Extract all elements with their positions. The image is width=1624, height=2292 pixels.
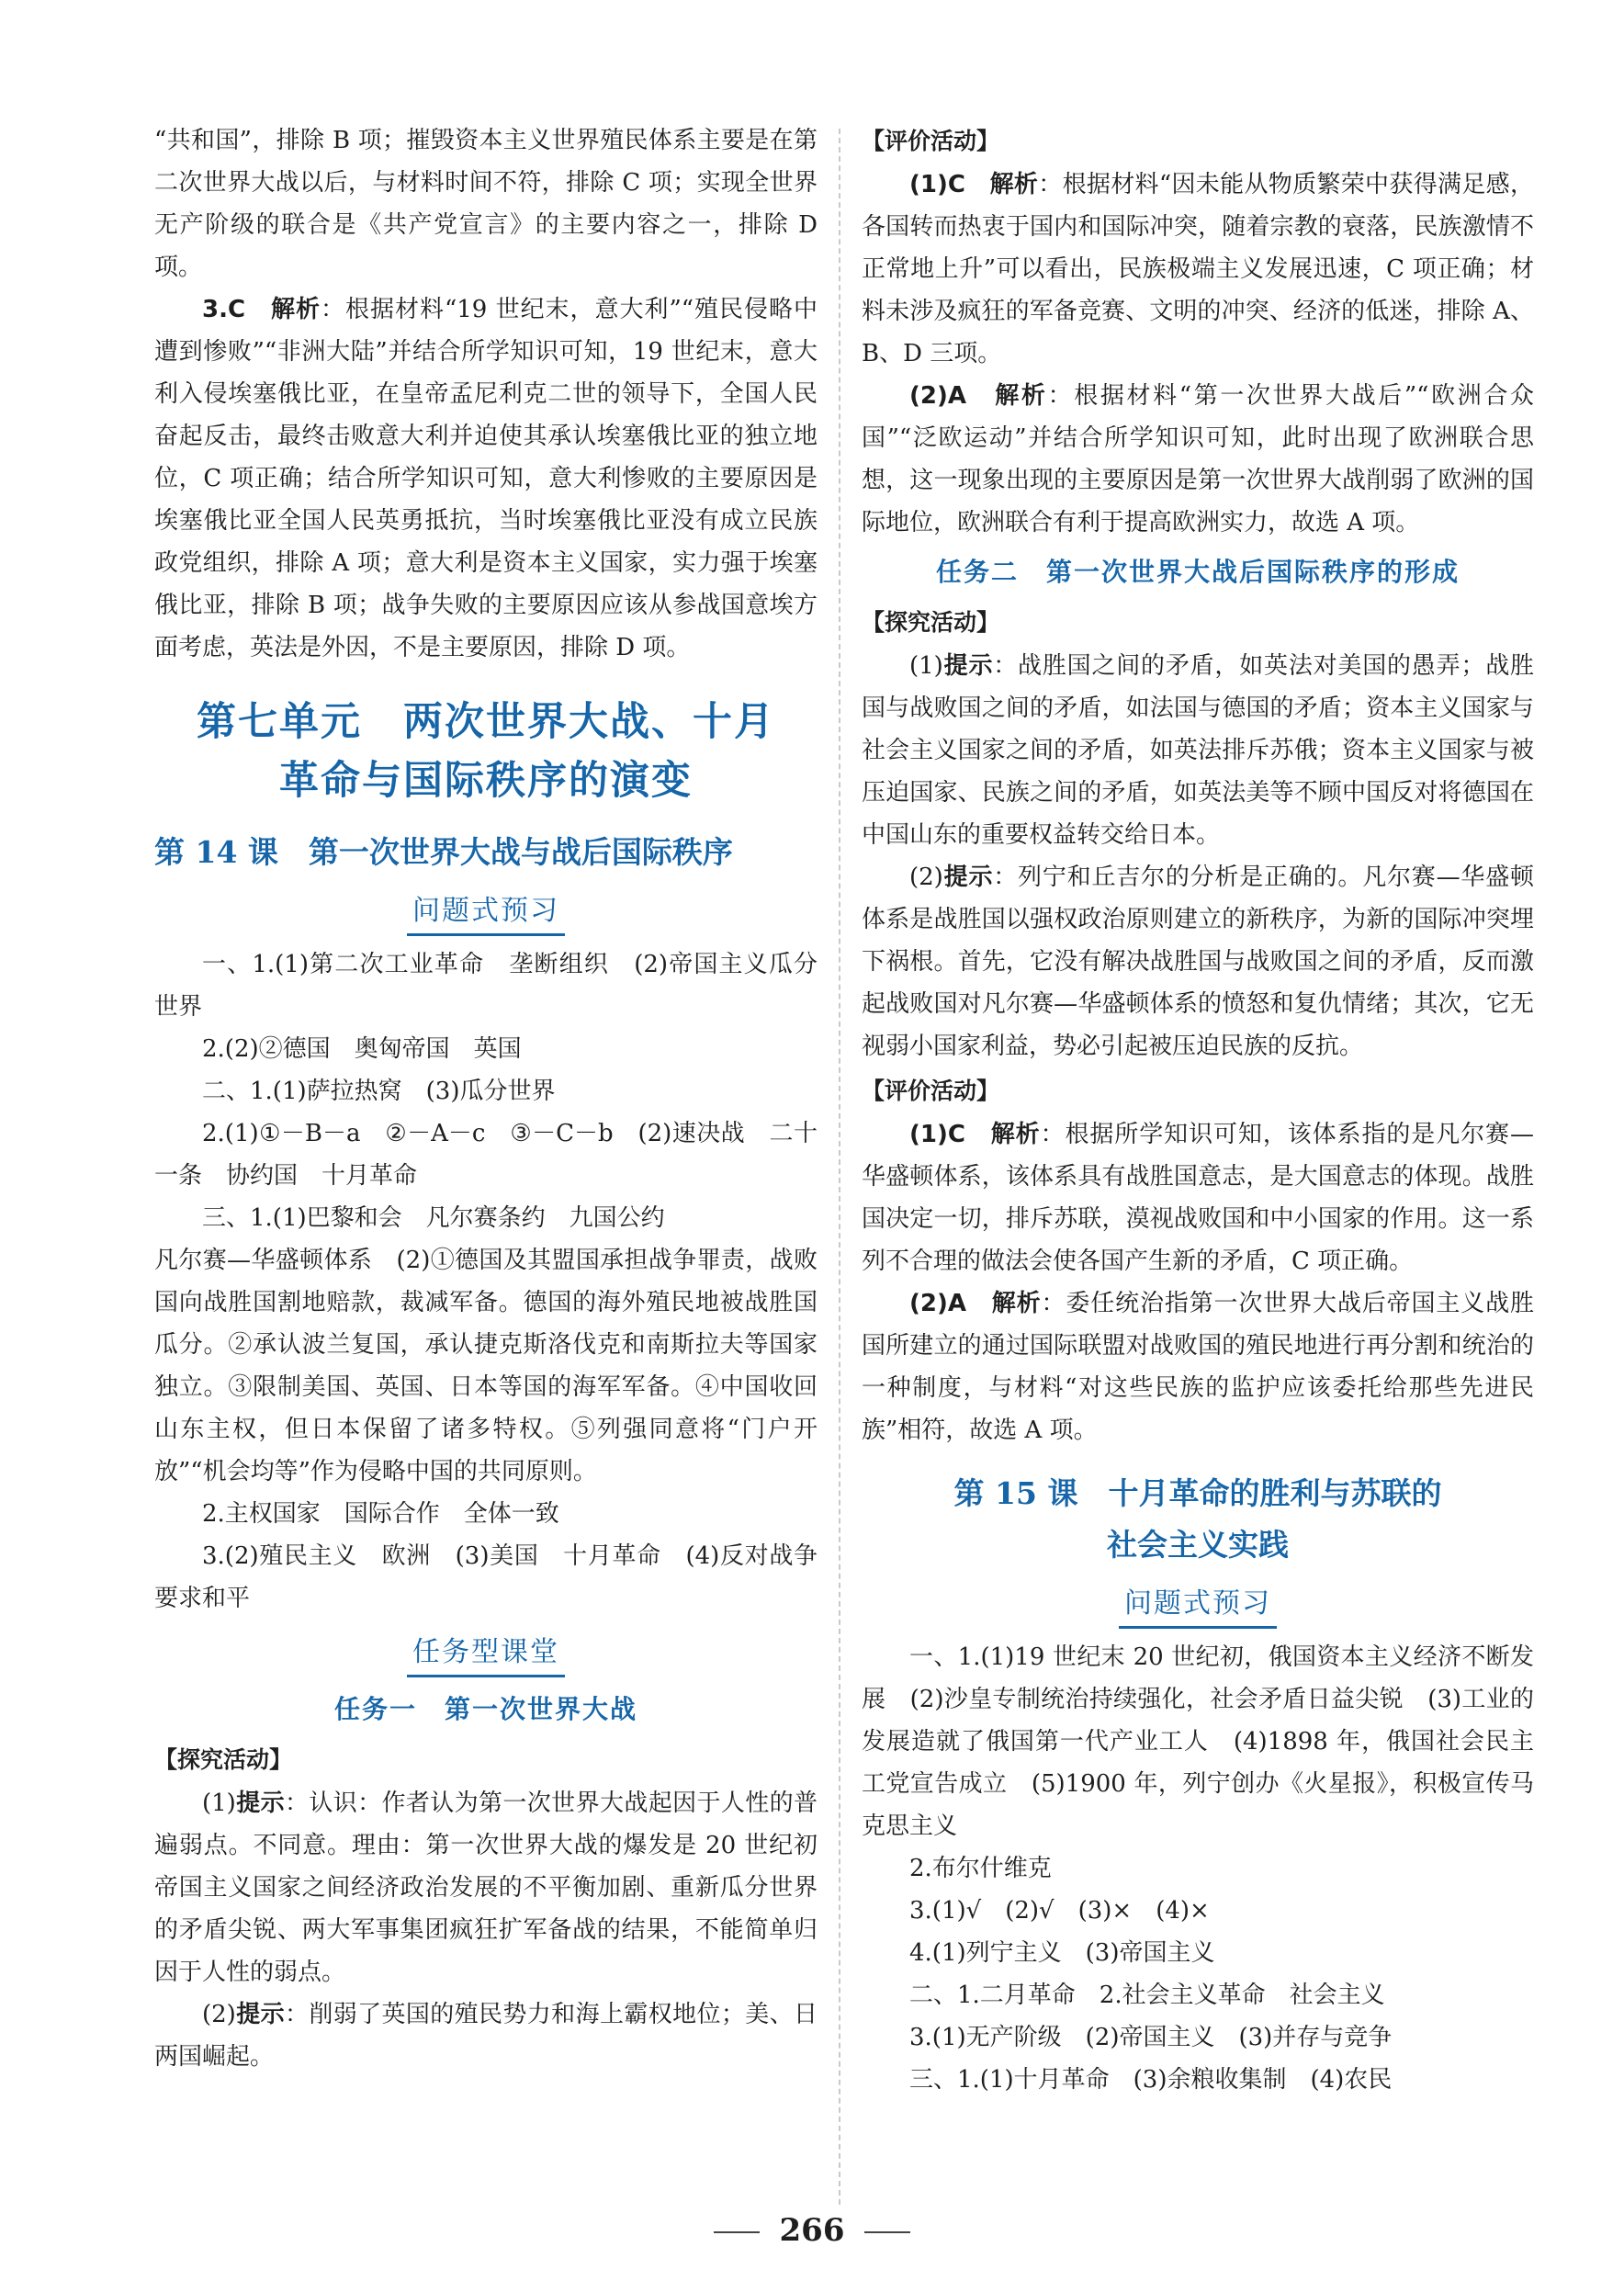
analysis-label: 解析 [991,1290,1042,1317]
unit-title-line-2: 革命与国际秩序的演变 [279,758,693,804]
hint-text: ：战胜国之间的矛盾，如英法对美国的愚弄；战胜国与战败国之间的矛盾，如法国与德国的矛盾；资本主义国家与社会主义国家之间的矛盾，如英法排斥苏俄；资本主义国家与被压迫国家、民族之间的矛盾，如英法美等不顾中国反对将德国在中国山东的重要权益转交给日本。 [862,652,1534,849]
lesson-15-title-line-1: 第 15 课 十月革命的胜利与苏联的 [953,1475,1442,1511]
eval-answer-2 [862,375,1534,544]
hint-text: ：认识：作者认为第一次世界大战起因于人性的普遍弱点。不同意。理由：第一次世界大战的爆发是 20 世纪初帝国主义国家之间经济政治发展的不平衡加剧、重新瓜分世界的矛盾尖锐、两大军事集团疯狂扩军备战的结果，不能简单归因于人性的弱点。 [154,1790,818,1986]
item-number: (2) [909,864,943,891]
evaluation-activity-label: 【评价活动】 [862,128,1000,154]
answer-line: 一、1.(1)19 世纪末 20 世纪初，俄国资本主义经济不断发展 (2)沙皇专制统治持续强化，社会矛盾日益尖锐 (3)工业的发展造就了俄国第一代产业工人 (4)1898 年，俄国社会民主工党宣告成立 (5)1900 年，列宁创办《火星报》，积极宣传马克思主义 [862,1643,1534,1840]
answer-line: 2.(1)①－B－a ②－A－c ③－C－b (2)速决战 二十一条 协约国 十月革命 [154,1120,818,1190]
lesson-15-title [862,1468,1534,1571]
answer-3 [154,288,818,669]
explore-activity-label: 【探究活动】 [154,1746,293,1773]
eval-answer-1 [862,164,1534,375]
explore-answer-2 [862,856,1534,1067]
page-number: 266 [779,2212,845,2249]
column-divider [839,129,840,2205]
explore-answer-1 [154,1782,818,1993]
lesson-14-title: 第 14 课 第一次世界大战与战后国际秩序 [154,834,733,870]
answer-number: (2)A [909,382,966,410]
answer-line: 三、1.(1)巴黎和会 凡尔赛条约 九国公约 [202,1204,665,1232]
answer-line: 三、1.(1)十月革命 (3)余粮收集制 (4)农民 [909,2066,1393,2094]
analysis-label: 解析 [271,296,321,323]
evaluation-activity-label: 【评价活动】 [862,1078,1000,1104]
page-footer [0,2212,1624,2249]
section-heading-preview: 问题式预习 [1119,1584,1277,1629]
explore-answer-1 [862,645,1534,856]
hint-label: 提示 [942,864,994,891]
answer-line: 2.(2)②德国 奥匈帝国 英国 [202,1035,522,1063]
answer-line: 2.主权国家 国际合作 全体一致 [202,1500,559,1528]
eval-answer-2 [862,1282,1534,1451]
explore-answer-2 [154,1993,818,2078]
analysis-text: ：根据材料“19 世纪末，意大利”“殖民侵略中遭到惨败”“非洲大陆”并结合所学知识可知，19 世纪末，意大利入侵埃塞俄比亚，在皇帝孟尼利克二世的领导下，全国人民奋起反击，最终击败意大利并迫使其承认埃塞俄比亚的独立地位，C 项正确；结合所学知识可知，意大利惨败的主要原因是埃塞俄比亚全国人民英勇抵抗，当时埃塞俄比亚没有成立民族政党组织，排除 A 项；意大利是资本主义国家，实力强于埃塞俄比亚，排除 B 项；战争失败的主要原因应该从参战国意埃方面考虑，英法是外因，不是主要原因，排除 D 项。 [154,296,818,661]
analysis-text: ：委任统治指第一次世界大战后帝国主义战胜国所建立的通过国际联盟对战败国的殖民地进行再分割和统治的一种制度，与材料“对这些民族的监护应该委托给那些先进民族”相符，故选 A 项。 [862,1290,1534,1444]
eval-answer-1 [862,1113,1534,1282]
left-column [154,119,842,2078]
answer-line: 一、1.(1)第二次工业革命 垄断组织 (2)帝国主义瓜分世界 [154,951,818,1021]
task-2-title: 任务二 第一次世界大战后国际秩序的形成 [935,557,1460,587]
item-number: (1) [202,1790,236,1817]
hint-label: 提示 [235,1790,285,1817]
unit-title [154,693,818,810]
explore-activity-label: 【探究活动】 [862,609,1000,636]
answer-number: 3.C [202,296,246,323]
paragraph: “共和国”，排除 B 项；摧毁资本主义世界殖民体系主要是在第二次世界大战以后，与材料时间不符，排除 C 项；实现全世界无产阶级的联合是《共产党宣言》的主要内容之一，排除 D 项。 [154,127,818,281]
footer-dash-right [864,2231,910,2233]
answer-number: (2)A [909,1290,966,1317]
footer-dash-left [714,2231,760,2233]
hint-label: 提示 [235,2001,285,2028]
answer-number: (1)C [909,1121,965,1148]
answer-line: 4.(1)列宁主义 (3)帝国主义 [909,1939,1215,1967]
answer-line: 3.(1)√ (2)√ (3)× (4)× [909,1897,1210,1925]
section-heading-preview: 问题式预习 [407,891,565,936]
analysis-label: 解析 [995,382,1048,410]
hint-text: ：列宁和丘吉尔的分析是正确的。凡尔赛—华盛顿体系是战胜国以强权政治原则建立的新秩序，为新的国际冲突埋下祸根。首先，它没有解决战胜国与战败国之间的矛盾，反而激起战败国对凡尔赛—华盛顿体系的愤怒和复仇情绪；其次，它无视弱小国家利益，势必引起被压迫民族的反抗。 [862,864,1534,1060]
answer-line: 3.(1)无产阶级 (2)帝国主义 (3)并存与竞争 [909,2024,1393,2051]
answer-line: 凡尔赛—华盛顿体系 (2)①德国及其盟国承担战争罪责，战败国向战胜国割地赔款，裁减军备。德国的海外殖民地被战胜国瓜分。②承认波兰复国，承认捷克斯洛伐克和南斯拉夫等国家独立。③限制美国、英国、日本等国的海军军备。④中国收回山东主权，但日本保留了诸多特权。⑤列强同意将“门户开放”“机会均等”作为侵略中国的共同原则。 [154,1247,818,1485]
analysis-text: ：根据材料“第一次世界大战后”“欧洲合众国”“泛欧运动”并结合所学知识可知，此时出现了欧洲联合思想，这一现象出现的主要原因是第一次世界大战削弱了欧洲的国际地位，欧洲联合有利于提高欧洲实力，故选 A 项。 [862,382,1534,536]
section-heading-classroom: 任务型课堂 [407,1632,565,1677]
right-column [862,119,1534,2101]
analysis-label: 解析 [990,1121,1041,1148]
analysis-text: ：根据所学知识可知，该体系指的是凡尔赛—华盛顿体系，该体系具有战胜国意志，是大国意志的体现。战胜国决定一切，排斥苏联，漠视战败国和中小国家的作用。这一系列不合理的做法会使各国产生新的矛盾，C 项正确。 [862,1121,1534,1275]
task-1-title: 任务一 第一次世界大战 [333,1694,637,1724]
hint-label: 提示 [942,652,994,680]
lesson-15-title-line-2: 社会主义实践 [1107,1527,1289,1563]
item-number: (2) [202,2001,236,2028]
unit-title-line-1: 第七单元 两次世界大战、十月 [197,699,775,745]
answer-line: 二、1.(1)萨拉热窝 (3)瓜分世界 [202,1078,556,1105]
hint-text: ：削弱了英国的殖民势力和海上霸权地位；美、日两国崛起。 [154,2001,818,2071]
analysis-label: 解析 [989,171,1039,198]
answer-line: 二、1.二月革命 2.社会主义革命 社会主义 [909,1982,1385,2009]
answer-line: 2.布尔什维克 [909,1855,1052,1882]
analysis-text: ：根据材料“因未能从物质繁荣中获得满足感，各国转而热衷于国内和国际冲突，随着宗教的衰落，民族激情不正常地上升”可以看出，民族极端主义发展迅速，C 项正确；材料未涉及疯狂的军备竞赛、文明的冲突、经济的低迷，排除 A、B、D 三项。 [862,171,1534,367]
answer-line: 3.(2)殖民主义 欧洲 (3)美国 十月革命 (4)反对战争 要求和平 [154,1542,842,1612]
item-number: (1) [909,652,943,680]
answer-number: (1)C [909,171,965,198]
